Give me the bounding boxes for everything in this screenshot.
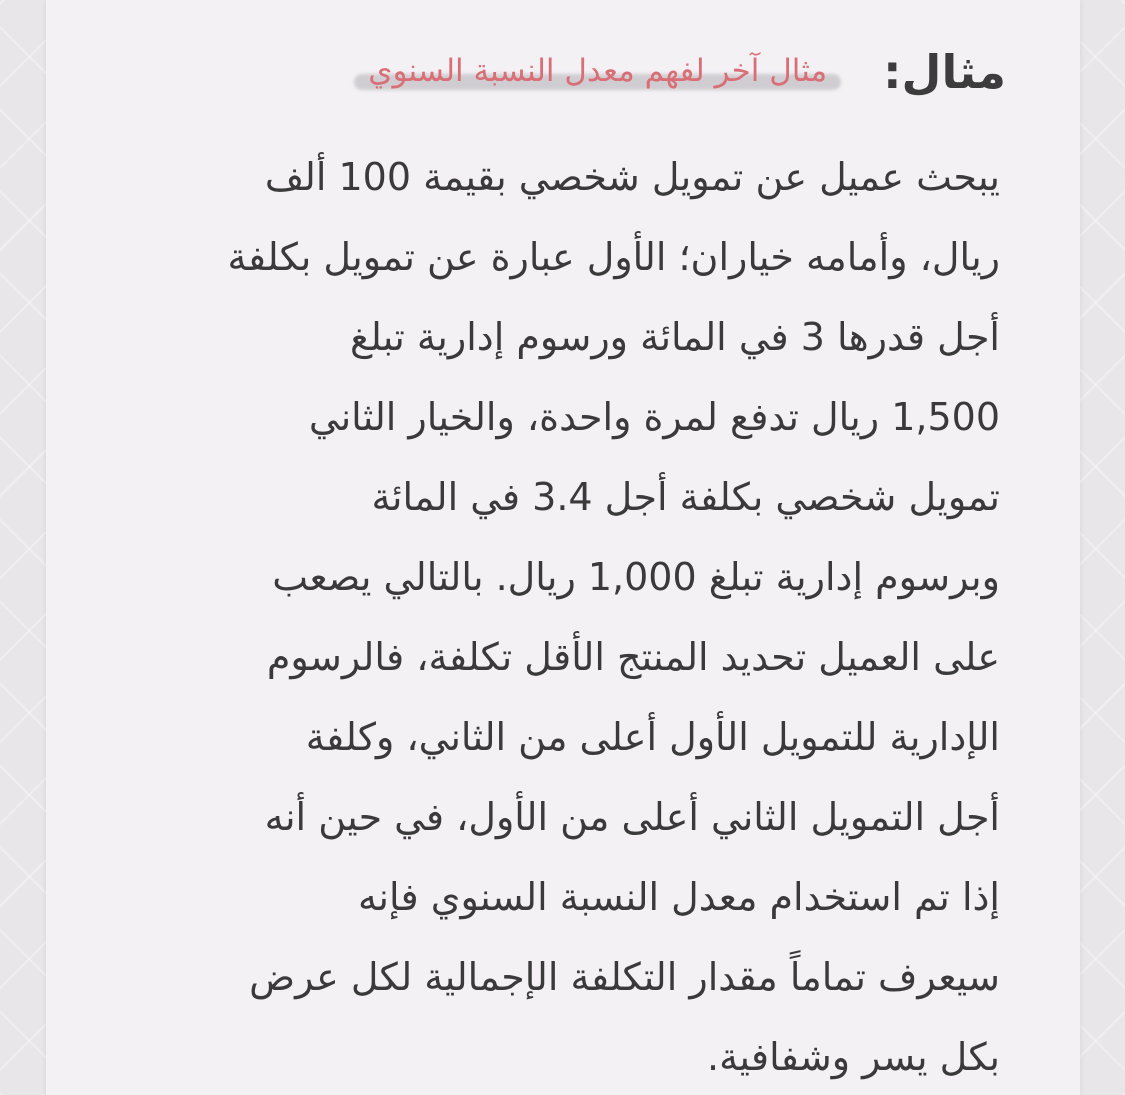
body-line: وبرسوم إدارية تبلغ 1,000 ريال. بالتالي يصعب [272, 555, 1000, 599]
heading-subtitle [354, 53, 841, 91]
heading-label: مثال: [883, 45, 1006, 99]
heading-subtitle-text: مثال آخر لفهم معدل النسبة السنوي [368, 53, 828, 89]
body-paragraph [120, 137, 1000, 1095]
body-line: 1,500 ريال تدفع لمرة واحدة، والخيار الثاني [308, 395, 1000, 439]
body-line: أجل التمويل الثاني أعلى من الأول، في حين أنه [264, 795, 1000, 839]
body-line: ريال، وأمامه خياران؛ الأول عبارة عن تمويل بكلفة [227, 235, 1000, 279]
body-line: بكل يسر وشفافية. [706, 1035, 1000, 1079]
body-line: يبحث عميل عن تمويل شخصي بقيمة 100 ألف [264, 155, 1000, 199]
body-line: على العميل تحديد المنتج الأقل تكلفة، فالرسوم [266, 635, 1000, 679]
body-line: تمويل شخصي بكلفة أجل 3.4 في المائة [371, 475, 1000, 519]
example-heading [86, 32, 1006, 112]
content-card [46, 0, 1080, 1095]
body-line: الإدارية للتمويل الأول أعلى من الثاني، وكلفة [305, 715, 1000, 759]
body-line: أجل قدرها 3 في المائة ورسوم إدارية تبلغ [349, 315, 1000, 359]
body-line: إذا تم استخدام معدل النسبة السنوي فإنه [358, 875, 1000, 919]
body-line: سيعرف تماماً مقدار التكلفة الإجمالية لكل عرض [249, 955, 1000, 999]
